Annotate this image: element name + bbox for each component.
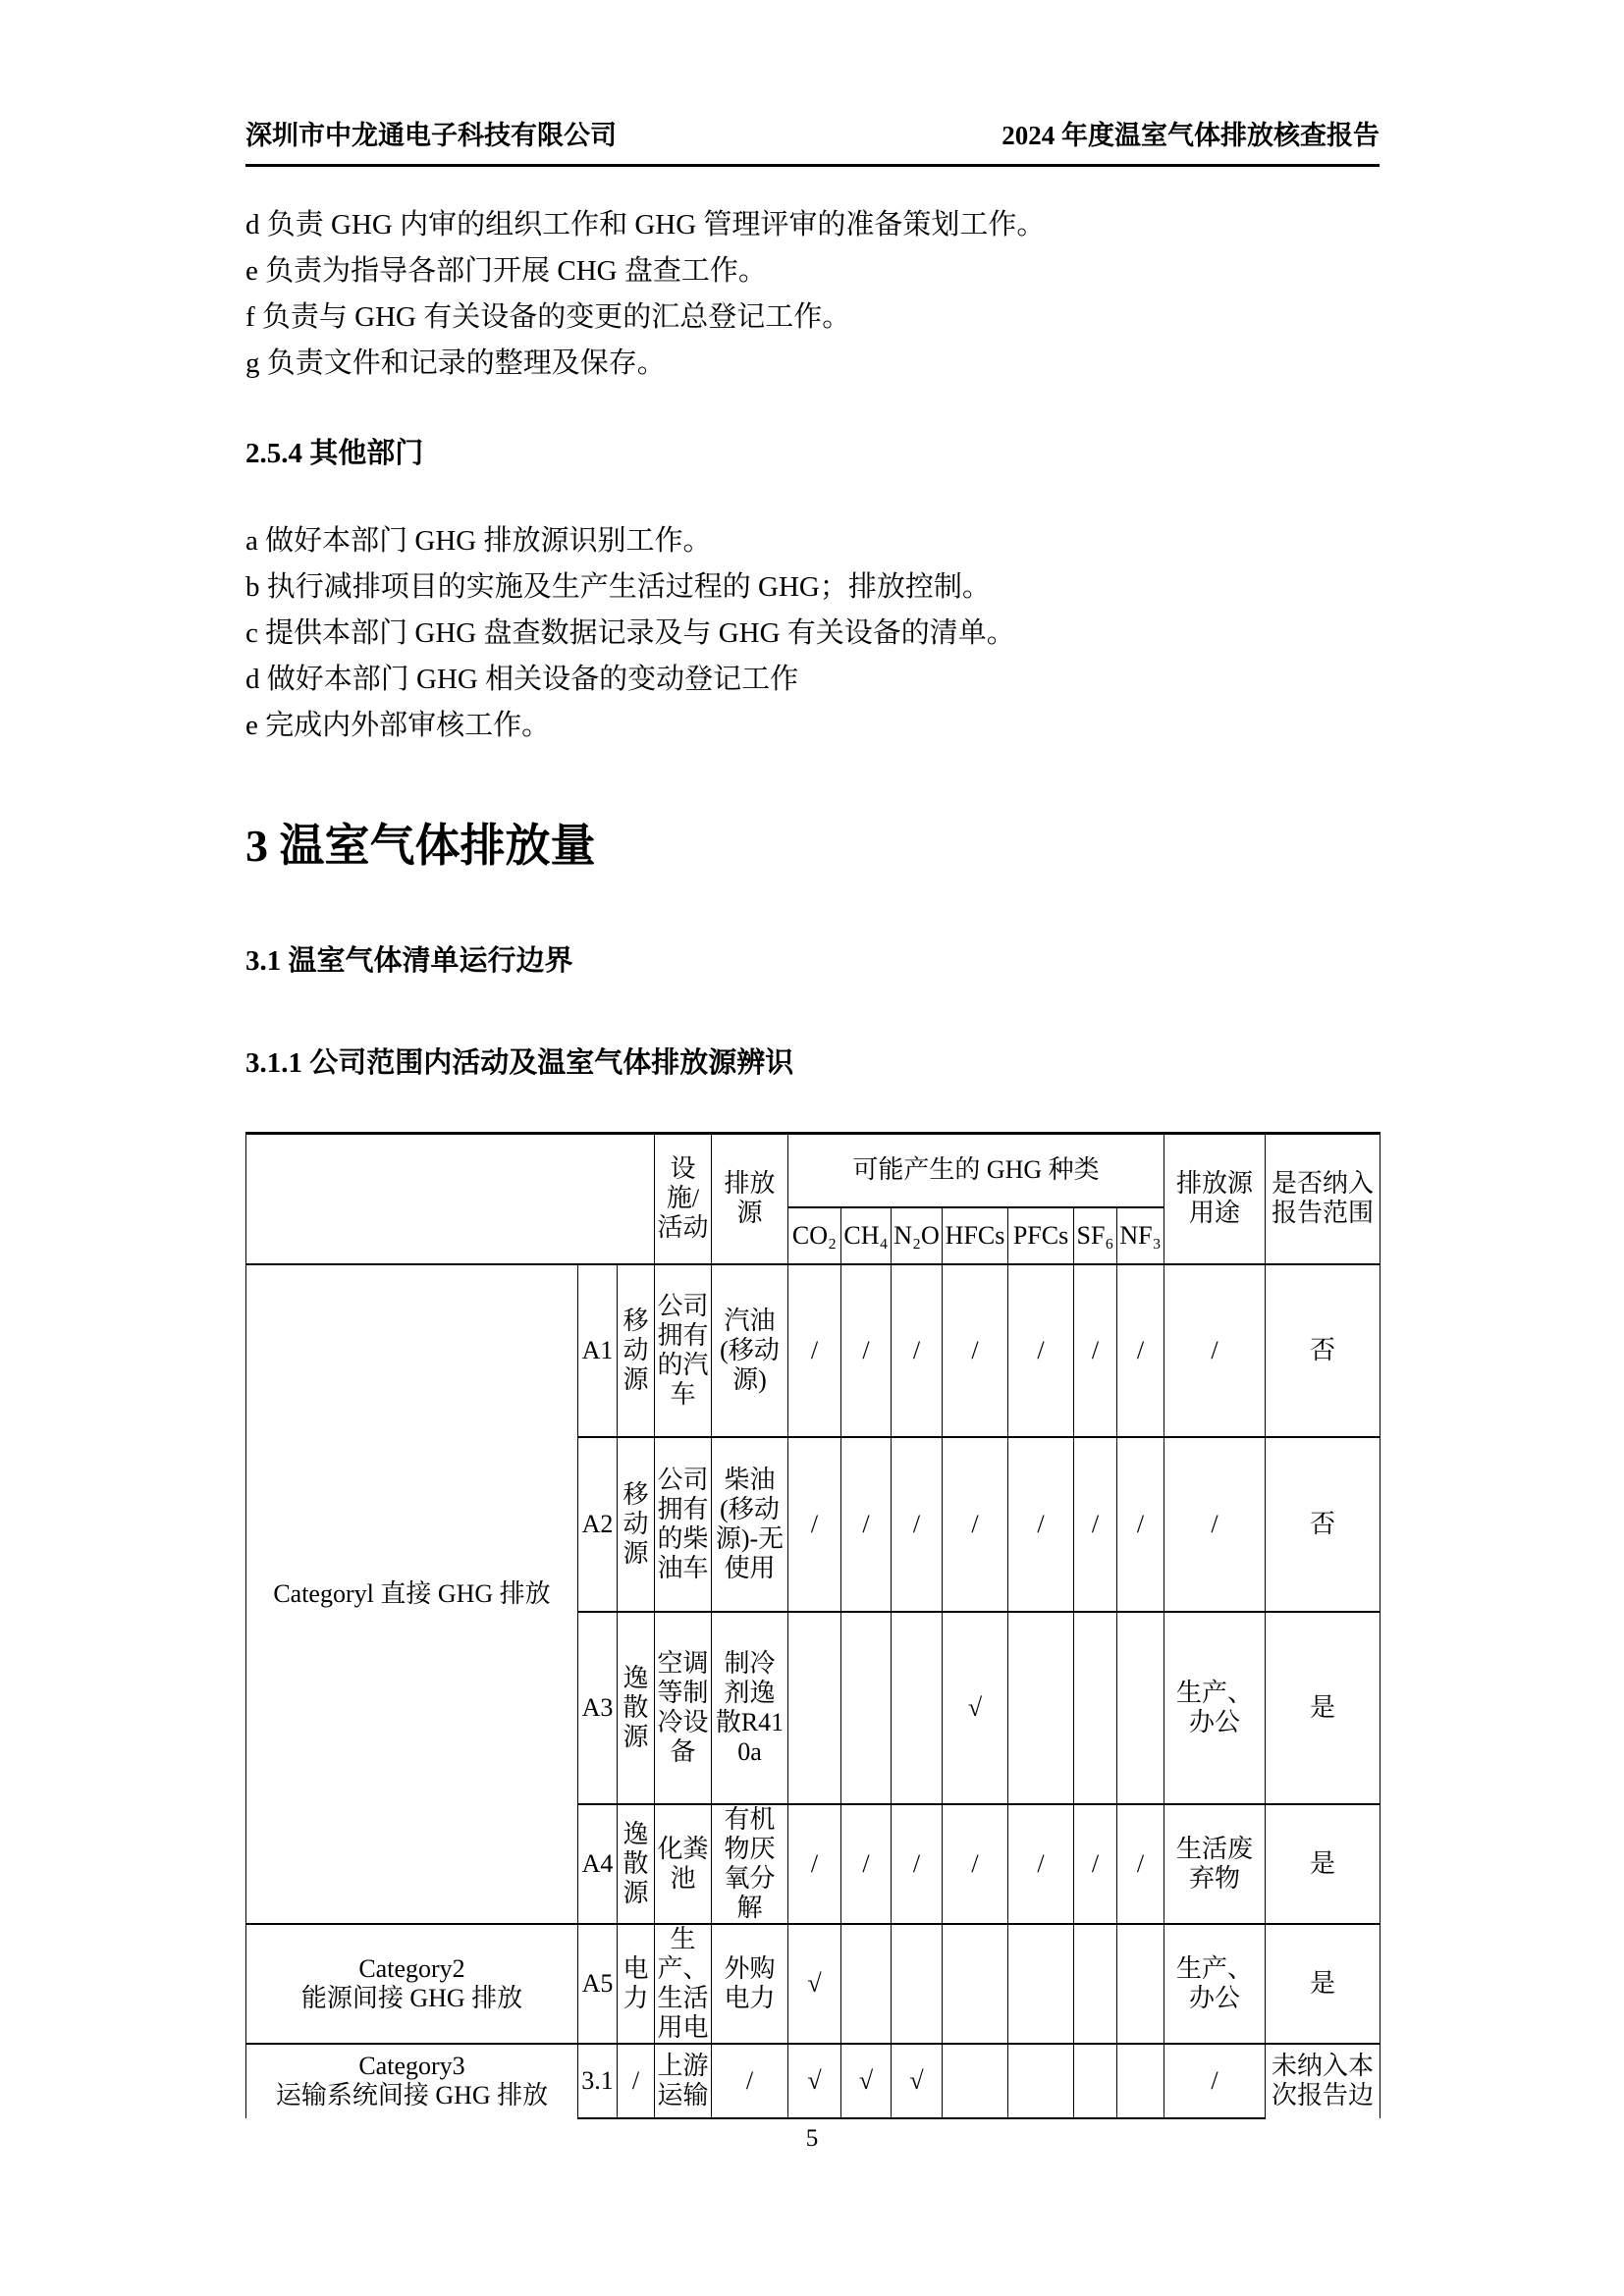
duty-line: b 执行减排项目的实施及生产生活过程的 GHG；排放控制。 <box>245 571 991 603</box>
source-type-cell: 逸散源 <box>618 1612 655 1804</box>
col-header-usage: 排放源用途 <box>1164 1134 1266 1264</box>
category-cell <box>246 2044 578 2118</box>
category-line: Category3 <box>358 2052 465 2080</box>
code-cell: A2 <box>578 1437 618 1612</box>
gas-mark-cell: / <box>841 1437 892 1612</box>
gas-mark-cell: √ <box>841 2044 892 2118</box>
category-line: 能源间接 GHG 排放 <box>300 1983 523 2012</box>
code-cell: 3.1 <box>578 2044 618 2118</box>
gas-mark-cell: / <box>1074 1804 1117 1924</box>
table-corner-cell <box>246 1134 655 1264</box>
gas-mark-cell: / <box>1008 1804 1074 1924</box>
col-header-facility: 设施/活动 <box>655 1134 712 1264</box>
usage-cell: 生产、办公 <box>1164 1924 1266 2044</box>
facility-cell: 公司拥有的汽车 <box>655 1264 712 1437</box>
gas-mark-cell <box>1008 1612 1074 1804</box>
gas-mark-cell: / <box>788 1437 841 1612</box>
gas-header-ch4: CH₄ <box>841 1207 892 1264</box>
included-cell: 是 <box>1266 1924 1380 2044</box>
gas-mark-cell: / <box>892 1264 943 1437</box>
gas-mark-cell <box>841 1612 892 1804</box>
intro-line: d 负责 GHG 内审的组织工作和 GHG 管理评审的准备策划工作。 <box>245 209 1046 240</box>
code-cell: A5 <box>578 1924 618 2044</box>
emission-source-cell: 汽油(移动源) <box>712 1264 788 1437</box>
category-cell <box>246 1924 578 2044</box>
included-cell: 是 <box>1266 1804 1380 1924</box>
gas-header-nf3: NF₃ <box>1117 1207 1164 1264</box>
usage-cell: 生活废弃物 <box>1164 1804 1266 1924</box>
gas-mark-cell <box>1008 2044 1074 2118</box>
gas-mark-cell: / <box>841 1264 892 1437</box>
report-title: 2024 年度温室气体排放核查报告 <box>1001 121 1380 150</box>
gas-mark-cell: √ <box>788 2044 841 2118</box>
gas-mark-cell: / <box>1117 1264 1164 1437</box>
included-cell: 未纳入本次报告边 <box>1266 2044 1380 2118</box>
gas-header-sf6: SF₆ <box>1074 1207 1117 1264</box>
col-header-included: 是否纳入报告范围 <box>1266 1134 1380 1264</box>
emission-source-cell: 柴油(移动源)-无使用 <box>712 1437 788 1612</box>
gas-mark-cell: / <box>1117 1804 1164 1924</box>
gas-mark-cell: / <box>1117 1437 1164 1612</box>
facility-cell: 上游运输 <box>655 2044 712 2118</box>
gas-mark-cell: / <box>892 1437 943 1612</box>
gas-mark-cell <box>1074 1612 1117 1804</box>
gas-mark-cell: / <box>1008 1264 1074 1437</box>
intro-line: g 负责文件和记录的整理及保存。 <box>245 347 666 379</box>
gas-header-n2o: N₂O <box>892 1207 943 1264</box>
source-type-cell: 移动源 <box>618 1437 655 1612</box>
intro-line: e 负责为指导各部门开展 CHG 盘查工作。 <box>245 255 767 287</box>
gas-mark-cell: / <box>943 1264 1008 1437</box>
gas-mark-cell <box>943 1924 1008 2044</box>
section-3-1-heading: 3.1 温室气体清单运行边界 <box>245 945 573 977</box>
emission-source-cell: 制冷剂逸散R410a <box>712 1612 788 1804</box>
gas-mark-cell <box>1117 1612 1164 1804</box>
included-cell: 否 <box>1266 1264 1380 1437</box>
gas-header-pfcs: PFCs <box>1008 1207 1074 1264</box>
section-3-1-1-heading: 3.1.1 公司范围内活动及温室气体排放源辨识 <box>245 1047 794 1079</box>
chapter-3-heading: 3 温室气体排放量 <box>245 821 596 871</box>
source-type-cell: / <box>618 2044 655 2118</box>
gas-mark-cell <box>892 1612 943 1804</box>
duty-line: e 完成内外部审核工作。 <box>245 710 551 741</box>
duty-line: d 做好本部门 GHG 相关设备的变动登记工作 <box>245 664 799 695</box>
gas-mark-cell: / <box>1074 1264 1117 1437</box>
source-type-cell: 电力 <box>618 1924 655 2044</box>
ghg-source-table <box>245 1132 1380 2119</box>
category-line: 运输系统间接 GHG 排放 <box>275 2081 549 2109</box>
col-header-source: 排放源 <box>712 1134 788 1264</box>
emission-source-cell: 外购电力 <box>712 1924 788 2044</box>
included-cell: 是 <box>1266 1612 1380 1804</box>
code-cell: A4 <box>578 1804 618 1924</box>
facility-cell: 生产、生活用电 <box>655 1924 712 2044</box>
code-cell: A1 <box>578 1264 618 1437</box>
category-cell: Categoryl 直接 GHG 排放 <box>246 1264 578 1924</box>
usage-cell: / <box>1164 1437 1266 1612</box>
facility-cell: 空调等制冷设备 <box>655 1612 712 1804</box>
gas-mark-cell: / <box>943 1437 1008 1612</box>
code-cell: A3 <box>578 1612 618 1804</box>
gas-mark-cell: / <box>841 1804 892 1924</box>
duty-line: c 提供本部门 GHG 盘查数据记录及与 GHG 有关设备的清单。 <box>245 617 1015 649</box>
gas-mark-cell: √ <box>788 1924 841 2044</box>
gas-mark-cell <box>1117 2044 1164 2118</box>
gas-header-co2: CO₂ <box>788 1207 841 1264</box>
page-header <box>245 116 1380 167</box>
intro-paragraphs <box>245 202 1380 387</box>
gas-header-hfcs: HFCs <box>943 1207 1008 1264</box>
gas-mark-cell: / <box>788 1264 841 1437</box>
gas-mark-cell <box>1117 1924 1164 2044</box>
gas-mark-cell <box>841 1924 892 2044</box>
gas-mark-cell <box>943 2044 1008 2118</box>
category-line: Category2 <box>358 1953 465 1983</box>
duty-line: a 做好本部门 GHG 排放源识别工作。 <box>245 525 712 557</box>
gas-mark-cell <box>1008 1924 1074 2044</box>
gas-mark-cell <box>788 1612 841 1804</box>
facility-cell: 化粪池 <box>655 1804 712 1924</box>
usage-cell: 生产、办公 <box>1164 1612 1266 1804</box>
company-name: 深圳市中龙通电子科技有限公司 <box>245 121 617 150</box>
gas-mark-cell: / <box>943 1804 1008 1924</box>
facility-cell: 公司拥有的柴油车 <box>655 1437 712 1612</box>
gas-mark-cell <box>1074 2044 1117 2118</box>
section-heading-2-5-4: 2.5.4 其他部门 <box>245 438 424 469</box>
gas-mark-cell: / <box>788 1804 841 1924</box>
gas-mark-cell <box>1074 1924 1117 2044</box>
other-department-duties <box>245 518 1380 749</box>
usage-cell: / <box>1164 1264 1266 1437</box>
gas-mark-cell: √ <box>892 2044 943 2118</box>
gas-mark-cell: / <box>1008 1437 1074 1612</box>
gas-mark-cell: / <box>892 1804 943 1924</box>
gas-mark-cell: √ <box>943 1612 1008 1804</box>
page-number: 5 <box>805 2125 819 2152</box>
usage-cell: / <box>1164 2044 1266 2118</box>
gas-mark-cell: / <box>1074 1437 1117 1612</box>
source-type-cell: 移动源 <box>618 1264 655 1437</box>
col-header-ghg-types: 可能产生的 GHG 种类 <box>788 1134 1164 1207</box>
emission-source-cell: 有机物厌氧分解 <box>712 1804 788 1924</box>
gas-mark-cell <box>892 1924 943 2044</box>
intro-line: f 负责与 GHG 有关设备的变更的汇总登记工作。 <box>245 301 851 333</box>
included-cell: 否 <box>1266 1437 1380 1612</box>
source-type-cell: 逸散源 <box>618 1804 655 1924</box>
emission-source-cell: / <box>712 2044 788 2118</box>
